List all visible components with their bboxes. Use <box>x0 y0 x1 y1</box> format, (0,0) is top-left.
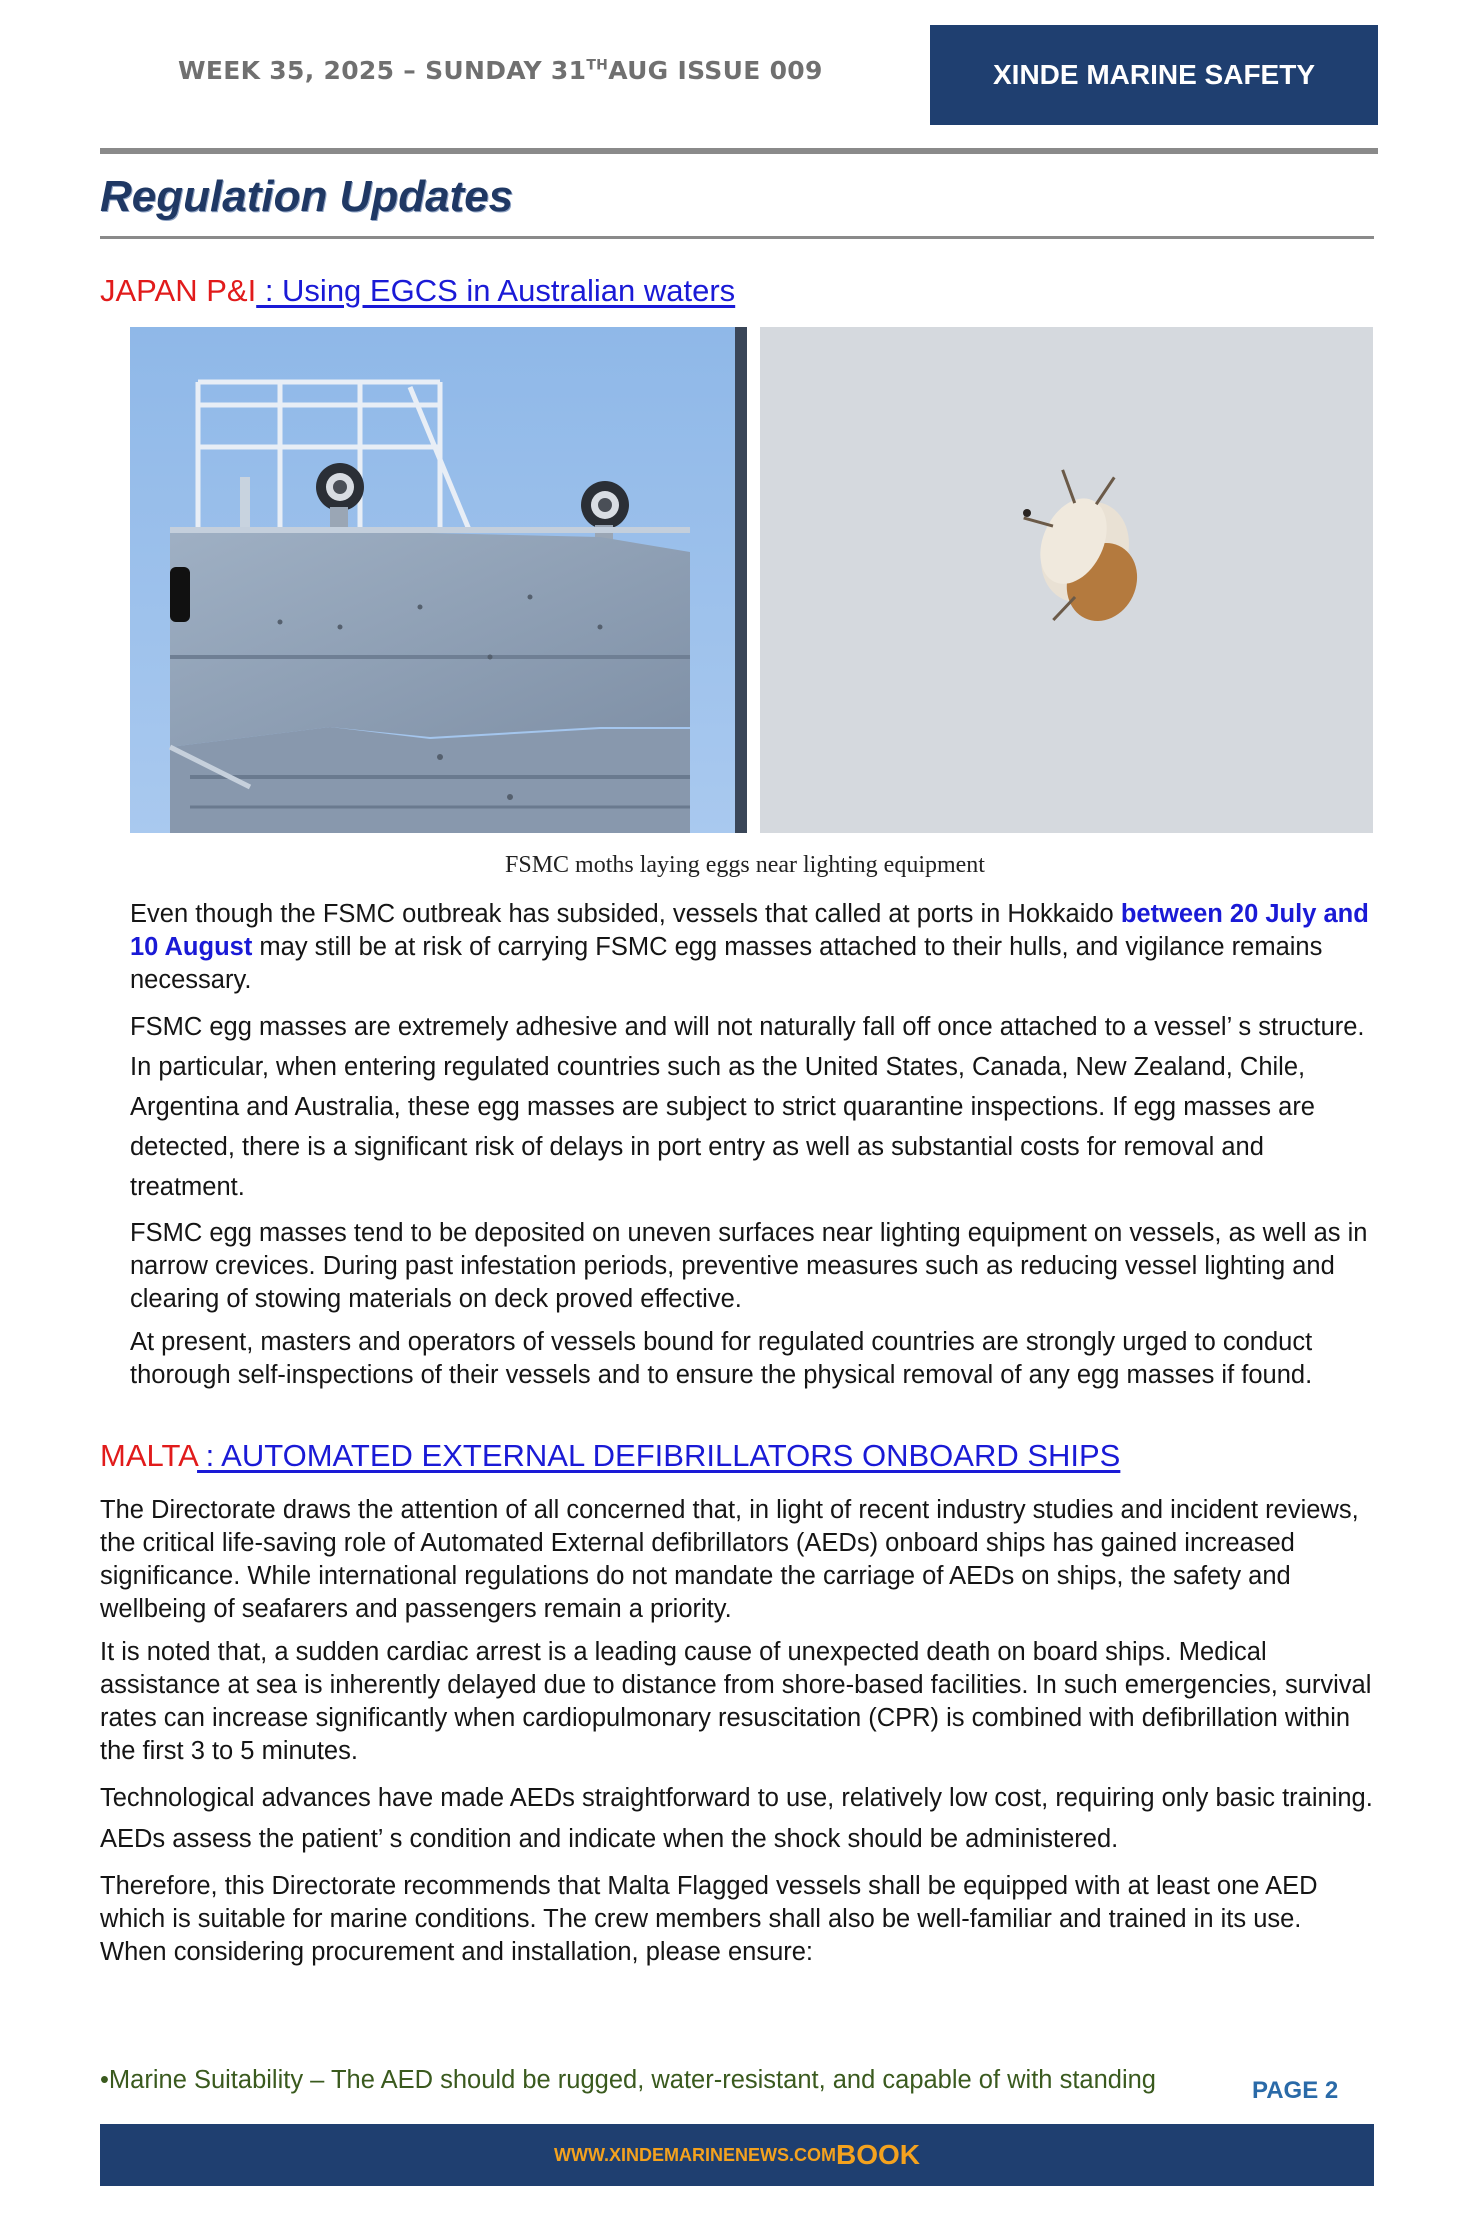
article1-body <box>130 898 1375 1402</box>
article2-paragraph: The Directorate draws the attention of all concerned that, in light of recent industry studies and incident reviews, the critical life-saving role of Automated External defibrillators (AEDs) onboard ships has gained increased significance. While international regulations do not mandate the carriage of AEDs on ships, the safety and wellbeing of seafarers and passengers remain a priority. <box>100 1496 1359 1623</box>
article2-paragraph: Technological advances have made AEDs straightforward to use, relatively low cost, requiring only basic training. AEDs assess the patient’ s condition and indicate when the shock should be administered. <box>100 1784 1373 1853</box>
article2-headline <box>100 1438 1120 1474</box>
footer-book: BOOK <box>835 2139 920 2170</box>
article1-paragraph: At present, masters and operators of vessels bound for regulated countries are strongly urged to conduct thorough self-inspections of their vessels and to ensure the physical removal of any egg masses if found. <box>130 1328 1313 1389</box>
article1-paragraph <box>130 898 1375 997</box>
moth-photo <box>760 327 1373 833</box>
brand-name: XINDE MARINE SAFETY <box>992 59 1316 90</box>
article1-paragraph: FSMC egg masses are extremely adhesive and will not naturally fall off once attached to a vessel’ s structure. In particular, when entering regulated countries such as the United States, Canada, New Zealand, Chile, Argentina and Australia, these egg masses are subject to strict quarantine inspections. If egg masses are detected, there is a significant risk of delays in port entry as well as substantial costs for removal and treatment. <box>130 1013 1365 1201</box>
article2-paragraph: Therefore, this Directorate recommends that Malta Flagged vessels shall be equipped with at least one AED which is suitable for marine conditions. The crew members shall also be well-familiar and trained in its use. When considering procurement and installation, please ensure: <box>100 1872 1318 1966</box>
article2-source: MALTA <box>100 1438 198 1473</box>
article1-headline <box>100 273 735 309</box>
article1-p1-text: Even though the FSMC outbreak has subsided, vessels that called at ports in Hokkaido <box>130 900 1121 928</box>
section-title: Regulation Updates <box>100 172 514 221</box>
issue-suffix: AUG ISSUE 009 <box>608 56 823 85</box>
ship-photo <box>130 327 747 833</box>
bullet-marine-suitability: •Marine Suitability – The AED should be rugged, water-resistant, and capable of with standing <box>100 2066 1156 2094</box>
article1-link[interactable]: : Using EGCS in Australian waters <box>256 273 736 308</box>
article1-paragraph: FSMC egg masses tend to be deposited on uneven surfaces near lighting equipment on vessels, as well as in narrow crevices. During past infestation periods, preventive measures such as reducing vessel lighting and clearing of stowing materials on deck proved effective. <box>130 1219 1368 1313</box>
article1-p1-end: may still be at risk of carrying FSMC egg masses attached to their hulls, and vigilance remains necessary. <box>130 933 1323 994</box>
footer-bar <box>100 2124 1374 2186</box>
section-divider <box>100 236 1374 239</box>
issue-line <box>178 56 823 85</box>
date-range-highlight: between 20 July and 10 August <box>130 900 1369 961</box>
page-number: PAGE 2 <box>1252 2077 1339 2104</box>
article2-paragraph: It is noted that, a sudden cardiac arrest is a leading cause of unexpected death on board ships. Medical assistance at sea is inherently delayed due to distance from shore-based facilities. In such emergencies, survival rates can increase significantly when cardiopulmonary resuscitation (CPR) is combined with defibrillation within the first 3 to 5 minutes. <box>100 1638 1372 1765</box>
article2-link[interactable]: : AUTOMATED EXTERNAL DEFIBRILLATORS ONBOARD SHIPS <box>197 1438 1121 1473</box>
photo-caption: FSMC moths laying eggs near lighting equipment <box>505 852 985 878</box>
footer-url[interactable]: WWW.XINDEMARINENEWS.COM <box>554 2144 836 2165</box>
article2-body <box>100 1494 1375 1979</box>
issue-prefix: WEEK 35, 2025 – SUNDAY 31 <box>178 56 587 85</box>
article1-source: JAPAN P&I <box>100 273 257 308</box>
issue-sup: TH <box>586 57 609 74</box>
brand-banner <box>930 25 1378 125</box>
header-divider <box>100 148 1378 154</box>
